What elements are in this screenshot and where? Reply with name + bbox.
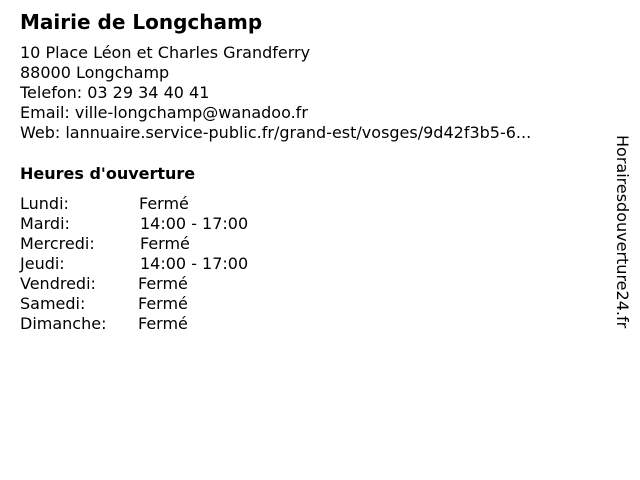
web-text: Web: lannuaire.service-public.fr/grand-est/vosges/9d42f3b5-6...	[20, 123, 532, 142]
day-label: Mercredi:	[20, 234, 95, 253]
day-label: Vendredi:	[20, 274, 96, 293]
hours-value: Fermé	[140, 234, 190, 253]
day-label: Lundi:	[20, 194, 69, 213]
day-label: Jeudi:	[20, 254, 65, 273]
site-brand: Horairesdouverture24.fr	[613, 135, 632, 329]
hours-value: Fermé	[138, 294, 188, 313]
hours-value: 14:00 - 17:00	[140, 254, 249, 273]
address-line-2: 88000 Longchamp	[20, 63, 170, 82]
day-label: Dimanche:	[20, 314, 107, 333]
hours-value: Fermé	[138, 314, 188, 333]
hours-value: Fermé	[138, 274, 188, 293]
day-label: Samedi:	[20, 294, 86, 313]
phone-text: Telefon: 03 29 34 40 41	[20, 83, 210, 102]
contact-block	[20, 43, 531, 143]
page-title: Mairie de Longchamp	[20, 10, 263, 34]
email-text: Email: ville-longchamp@wanadoo.fr	[20, 103, 308, 122]
hours-value: 14:00 - 17:00	[140, 214, 249, 233]
hours-heading: Heures d'ouverture	[20, 164, 196, 183]
day-label: Mardi:	[20, 214, 70, 233]
address-line-1: 10 Place Léon et Charles Grandferry	[20, 43, 311, 62]
hours-value: Fermé	[139, 194, 189, 213]
